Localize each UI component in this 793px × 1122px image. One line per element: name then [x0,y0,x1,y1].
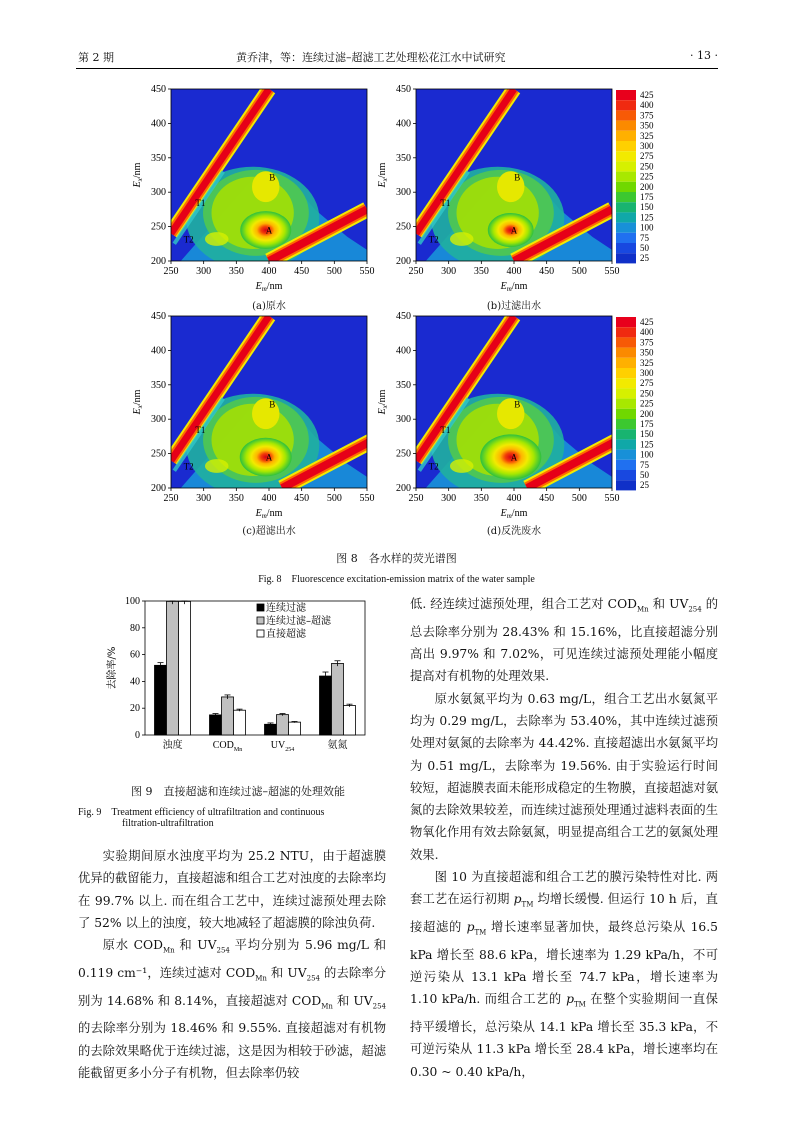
colorbar-swatch [616,378,636,388]
colorbar-tick: 300 [640,368,654,378]
y-axis-label: 去除率/% [107,646,118,690]
header-rule [76,68,718,69]
colorbar-swatch [616,450,636,460]
peak-label-t2: T2 [428,234,439,245]
y-tick-label: 300 [396,414,411,426]
right-paragraph-1: 低. 经连续过滤预处理，组合工艺对 $COD_{Mn}$ 和 $UV_{254}$ 的总去除率分别为 28.43% 和 15.16%，比直接超滤分别高出 9.97% 和 7.02%，可见连续过滤预处理能小幅度提高对有机物的处理效果. [410,597,718,684]
panel-caption-b: (b)过滤出水 [486,301,542,312]
x-tick-label: 300 [441,266,457,277]
y-tick-label: 200 [151,256,166,267]
legend-label: 连续过滤–超滤 [266,616,331,627]
x-tick-label: 500 [571,493,587,504]
removal-bar-chart [95,595,375,775]
colorbar-swatch [616,429,636,439]
running-title: 黄乔津，等：连续过滤–超滤工艺处理松花江水中试研究 [236,51,506,64]
colorbar-tick: 225 [640,398,654,409]
legend-swatch [257,630,264,637]
colorbar-tick: 425 [640,317,654,327]
fig9-caption-en-2: filtration-ultrafiltration [122,818,214,829]
panel-caption-d: (d)反洗废水 [486,526,542,537]
colorbar-tick: 350 [640,347,654,358]
colorbar-swatch [616,110,636,120]
colorbar-tick: 250 [640,388,654,399]
colorbar-tick: 50 [640,470,649,480]
right-column [410,593,718,1083]
peak-label-a: A [510,452,518,463]
x-tick-label: 550 [359,493,375,504]
colorbar-swatch [616,368,636,378]
left-paragraph-1: 实验期间原水浊度平均为 25.2 NTU，由于超滤膜优异的截留能力，直接超滤和组合工艺对浊度的去除率均在 99.7% 以上. 而在组合工艺中，连续过滤预处理去除了 52% 以上的浊度，较大地减轻了超滤膜的除浊负荷. [78,849,386,930]
x-tick-label: 400 [261,266,277,277]
bar [265,724,277,735]
legend-swatch [257,604,264,611]
colorbar-tick: 50 [640,243,649,253]
y-tick-label: 450 [151,84,166,95]
colorbar-swatch [616,141,636,151]
colorbar-tick: 75 [640,232,649,243]
colorbar-tick: 100 [640,449,654,460]
fig9-caption-en-1: Fig. 9 Treatment efficiency of ultrafiltration and continuous [78,807,325,818]
x-tick-label: 550 [604,266,620,277]
colorbar-swatch [616,337,636,347]
peak-label-a: A [265,452,273,463]
x-tick-label: 450 [294,266,310,277]
colorbar-tick: 325 [640,130,654,141]
colorbar-swatch [616,480,636,490]
legend-label: 直接超滤 [266,629,306,640]
colorbar-swatch [616,253,636,263]
y-tick-label: 250 [151,448,166,460]
colorbar-tick: 125 [640,439,654,450]
y-tick-label: 40 [130,676,140,688]
colorbar-swatch [616,223,636,233]
bar [167,601,179,735]
colorbar-tick: 275 [640,378,654,389]
colorbar-tick: 375 [640,110,654,121]
eem-panel-b [375,84,620,319]
left-paragraph-2: 原水 $COD_{Mn}$ 和 $UV_{254}$ 平均分别为 5.96 mg/L 和 0.119 cm⁻¹，连续过滤对 $COD_{Mn}$ 和 $UV_{254}$ 的去除率分别为 14.68% 和 8.14%，直接超滤对 $COD_{Mn}$ 和 $UV_{254}$ 的去除率分别为 18.46% 和 9.55%. 直接超滤对有机物的去除效果略优于连续过滤，这是因为相较于砂滤，超滤能截留更多小分子有机物，但去除率仍较 [78,938,387,1081]
y-axis-label: $E_x/nm$ [132,162,144,188]
x-tick-label: 500 [326,266,342,277]
y-tick-label: 450 [396,311,411,322]
y-axis-label: $E_x/nm$ [132,389,144,415]
x-tick-label: 550 [359,266,375,277]
x-axis-label: $E_m/nm$ [500,281,528,293]
peak-label-t1: T1 [440,197,451,208]
bar [344,706,356,735]
colorbar-swatch [616,243,636,253]
right-paragraph-3: 图 10 为直接超滤和组合工艺的膜污染特性对比. 两套工艺在运行初期 $p_{TM}$ 均增长缓慢. 但运行 10 h 后，直接超滤的 $p_{TM}$ 增长速率显著加快，最终总污染从 16.5 kPa 增长至 88.6 kPa，增长速率为 1.29 kPa/h，不可逆污染从 13.1 kPa 增长至 74.7 kPa，增长速率为 1.10 kPa/h. 而组合工艺的 $p_{TM}$ 在整个实验期间一直保持平缓增长，总污染从 14.1 kPa 增长至 35.3 kPa，不可逆污染从 11.3 kPa 增长至 28.4 kPa，增长速率均在 0.30 ~ 0.40 kPa/h， [410,870,718,1079]
eem-panel-a [130,84,375,319]
y-tick-label: 0 [135,730,140,741]
colorbar-tick: 25 [640,480,649,491]
eem-panel-c [130,311,375,546]
colorbar-swatch [616,399,636,409]
y-tick-label: 400 [396,118,411,130]
colorbar-top [616,90,676,274]
y-tick-label: 250 [396,221,411,233]
y-tick-label: 100 [125,596,140,607]
colorbar-tick: 275 [640,151,654,162]
x-tick-label: 500 [571,266,587,277]
y-tick-label: 20 [130,703,140,715]
colorbar-swatch [616,419,636,429]
colorbar-tick: 375 [640,337,654,348]
bar [289,722,301,735]
bar [332,663,344,735]
x-tick-label: 450 [539,266,555,277]
peak-label-t1: T1 [195,424,206,435]
x-tick-label: 350 [228,493,244,504]
x-axis-label: $E_m/nm$ [500,508,528,520]
colorbar-swatch [616,131,636,141]
colorbar-tick: 250 [640,161,654,172]
y-tick-label: 250 [396,448,411,460]
x-axis-label: $E_m/nm$ [255,508,283,520]
colorbar-tick: 150 [640,429,654,440]
category-label: 氨氮 [327,740,348,751]
colorbar-tick: 200 [640,408,654,419]
colorbar-swatch [616,439,636,449]
x-tick-label: 350 [228,266,244,277]
colorbar-tick: 200 [640,181,654,192]
peak-label-a: A [510,225,518,236]
peak-label-b: B [269,172,276,183]
peak-label-t2: T2 [183,234,194,245]
colorbar-tick: 75 [640,459,649,470]
panel-caption-a: (a)原水 [252,301,286,312]
colorbar-bottom [616,317,676,501]
category-label: 浊度 [162,740,183,751]
eem-panel-d [375,311,620,546]
fig8-caption-cn: 图 8 各水样的荧光谱图 [336,552,457,565]
colorbar-tick: 150 [640,202,654,213]
colorbar-swatch [616,172,636,182]
colorbar-tick: 400 [640,100,654,111]
x-axis-label: $E_m/nm$ [255,281,283,293]
colorbar-swatch [616,192,636,202]
bar [277,715,289,735]
y-tick-label: 400 [151,118,166,130]
x-tick-label: 450 [294,493,310,504]
x-tick-label: 300 [196,266,212,277]
colorbar-tick: 175 [640,419,654,429]
x-tick-label: 450 [539,493,555,504]
colorbar-swatch [616,358,636,368]
x-tick-label: 250 [163,493,179,504]
colorbar-swatch [616,151,636,161]
peak-label-t1: T1 [440,424,451,435]
left-column [78,845,386,1084]
peak-label-t2: T2 [183,461,194,472]
y-tick-label: 200 [396,256,411,267]
y-tick-label: 450 [396,84,411,95]
colorbar-swatch [616,327,636,337]
colorbar-tick: 425 [640,90,654,100]
y-tick-label: 350 [396,379,411,391]
fig9-caption-cn: 图 9 直接超滤和连续过滤–超滤的处理效能 [131,785,345,798]
peak-label-t2: T2 [428,461,439,472]
colorbar-swatch [616,100,636,110]
bar [234,710,246,735]
y-tick-label: 300 [151,414,166,426]
colorbar-swatch [616,470,636,480]
peak-label-a: A [265,225,273,236]
bar [155,665,167,735]
colorbar-tick: 350 [640,120,654,131]
x-tick-label: 400 [506,493,522,504]
colorbar-tick: 300 [640,141,654,151]
colorbar-swatch [616,317,636,327]
x-tick-label: 300 [196,493,212,504]
colorbar-tick: 25 [640,253,649,264]
bar [179,601,191,735]
colorbar-tick: 400 [640,327,654,338]
y-tick-label: 200 [151,483,166,494]
y-axis-label: $E_x/nm$ [377,162,389,188]
colorbar-swatch [616,202,636,212]
colorbar-swatch [616,409,636,419]
x-tick-label: 250 [163,266,179,277]
colorbar-swatch [616,161,636,171]
y-tick-label: 80 [130,622,140,634]
page-header [78,49,718,67]
y-tick-label: 350 [151,152,166,164]
y-tick-label: 60 [130,649,140,661]
colorbar-swatch [616,212,636,222]
colorbar-swatch [616,348,636,358]
y-tick-label: 250 [151,221,166,233]
colorbar-swatch [616,90,636,100]
x-tick-label: 400 [506,266,522,277]
bar [320,676,332,735]
peak-label-b: B [514,399,521,410]
y-tick-label: 450 [151,311,166,322]
y-tick-label: 200 [396,483,411,494]
x-tick-label: 300 [441,493,457,504]
peak-label-b: B [269,399,276,410]
x-tick-label: 350 [473,493,489,504]
y-tick-label: 350 [396,152,411,164]
page-number: · 13 · [690,49,718,62]
panel-caption-c: (c)超滤出水 [242,526,296,537]
colorbar-swatch [616,388,636,398]
colorbar-tick: 175 [640,192,654,202]
y-tick-label: 400 [151,345,166,357]
x-tick-label: 550 [604,493,620,504]
colorbar-tick: 225 [640,171,654,182]
x-tick-label: 400 [261,493,277,504]
colorbar-swatch [616,460,636,470]
x-tick-label: 250 [408,493,424,504]
y-tick-label: 300 [151,187,166,199]
bar [222,697,234,735]
y-tick-label: 300 [396,187,411,199]
colorbar-tick: 325 [640,357,654,368]
fig8-caption-en: Fig. 8 Fluorescence excitation-emission matrix of the water sample [258,574,535,585]
x-tick-label: 350 [473,266,489,277]
y-tick-label: 350 [151,379,166,391]
peak-label-t1: T1 [195,197,206,208]
x-tick-label: 500 [326,493,342,504]
y-tick-label: 400 [396,345,411,357]
bar [210,715,222,735]
colorbar-swatch [616,233,636,243]
colorbar-tick: 125 [640,212,654,223]
legend-swatch [257,617,264,624]
legend-label: 连续过滤 [266,603,306,614]
issue-number: 第 2 期 [78,51,114,64]
colorbar-tick: 100 [640,222,654,233]
peak-label-b: B [514,172,521,183]
colorbar-swatch [616,182,636,192]
right-paragraph-2: 原水氨氮平均为 0.63 mg/L，组合工艺出水氨氮平均为 0.29 mg/L，去除率为 53.40%，其中连续过滤预处理对氨氮的去除率为 44.42%. 直接超滤出水氨氮平均为 0.51 mg/L，去除率为 19.56%. 由于实验运行时间较短，超滤膜表面未能形成稳定的生物膜，直接超滤对氨氮的去除效果较差，而连续过滤预处理通过滤料表面的生物氧化作用有效去除氨氮，明显提高组合工艺的氨氮处理效果. [410,691,718,862]
colorbar-swatch [616,121,636,131]
category-label: $UV_{254}$ [270,740,295,753]
x-tick-label: 250 [408,266,424,277]
y-axis-label: $E_x/nm$ [377,389,389,415]
category-label: $COD_{Mn}$ [212,740,243,753]
